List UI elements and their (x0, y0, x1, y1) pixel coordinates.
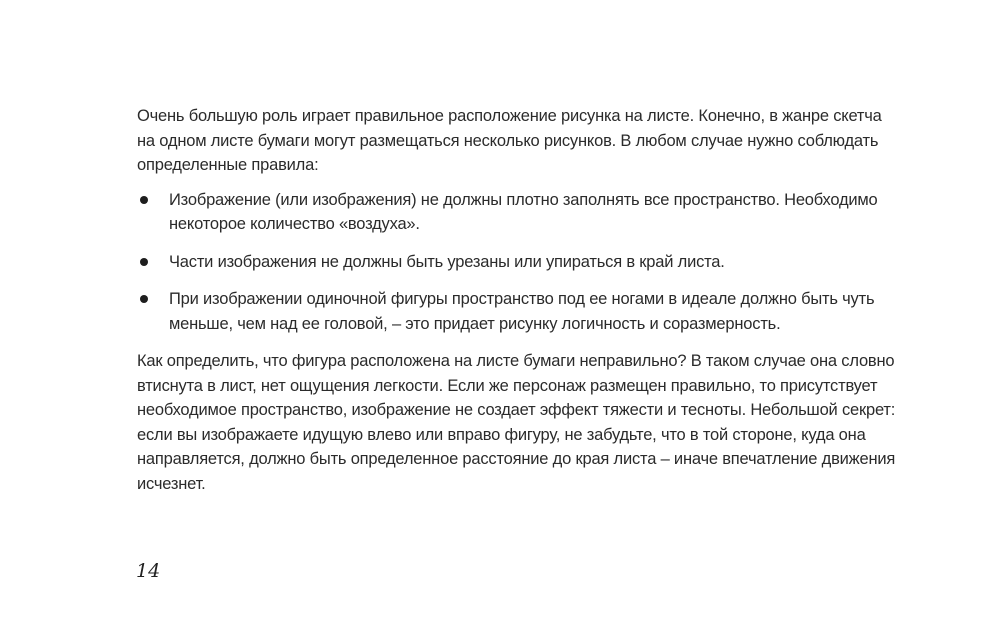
paragraph-intro: Очень большую роль играет правильное расположение рисунка на листе. Конечно, в жанре скетча на одном листе бумаги могут размещаться несколько рисунков. В любом случае нужно соблюдать определенные правила: (137, 107, 882, 174)
page-number: 14 (136, 560, 161, 582)
rules-list (137, 188, 897, 337)
list-item-text: При изображении одиночной фигуры пространство под ее ногами в идеале должно быть чуть меньше, чем над ее головой, – это придает рисунку логичность и соразмерность. (169, 290, 875, 333)
bullet-icon (140, 295, 148, 303)
list-item (137, 188, 897, 237)
list-item-text: Части изображения не должны быть урезаны или упираться в край листа. (169, 252, 725, 271)
paragraph-placement: Как определить, что фигура расположена на листе бумаги неправильно? В таком случае она словно втиснута в лист, нет ощущения легкости. Если же персонаж размещен правильно, то присутствует необходимое пространство, изображение не создает эффект тяжести и тесноты. Небольшой секрет: если вы изображаете идущую влево или вправо фигуру, не забудьте, что в той стороне, куда она направляется, должно быть определенное расстояние до края листа – иначе впечатление движения исчезнет. (137, 352, 896, 493)
bullet-icon (140, 196, 148, 204)
list-item (137, 250, 897, 275)
bullet-icon (140, 258, 148, 266)
list-item (137, 287, 897, 336)
list-item-text: Изображение (или изображения) не должны плотно заполнять все пространство. Необходимо некоторое количество «воздуха». (169, 190, 878, 233)
body-text (137, 104, 897, 496)
